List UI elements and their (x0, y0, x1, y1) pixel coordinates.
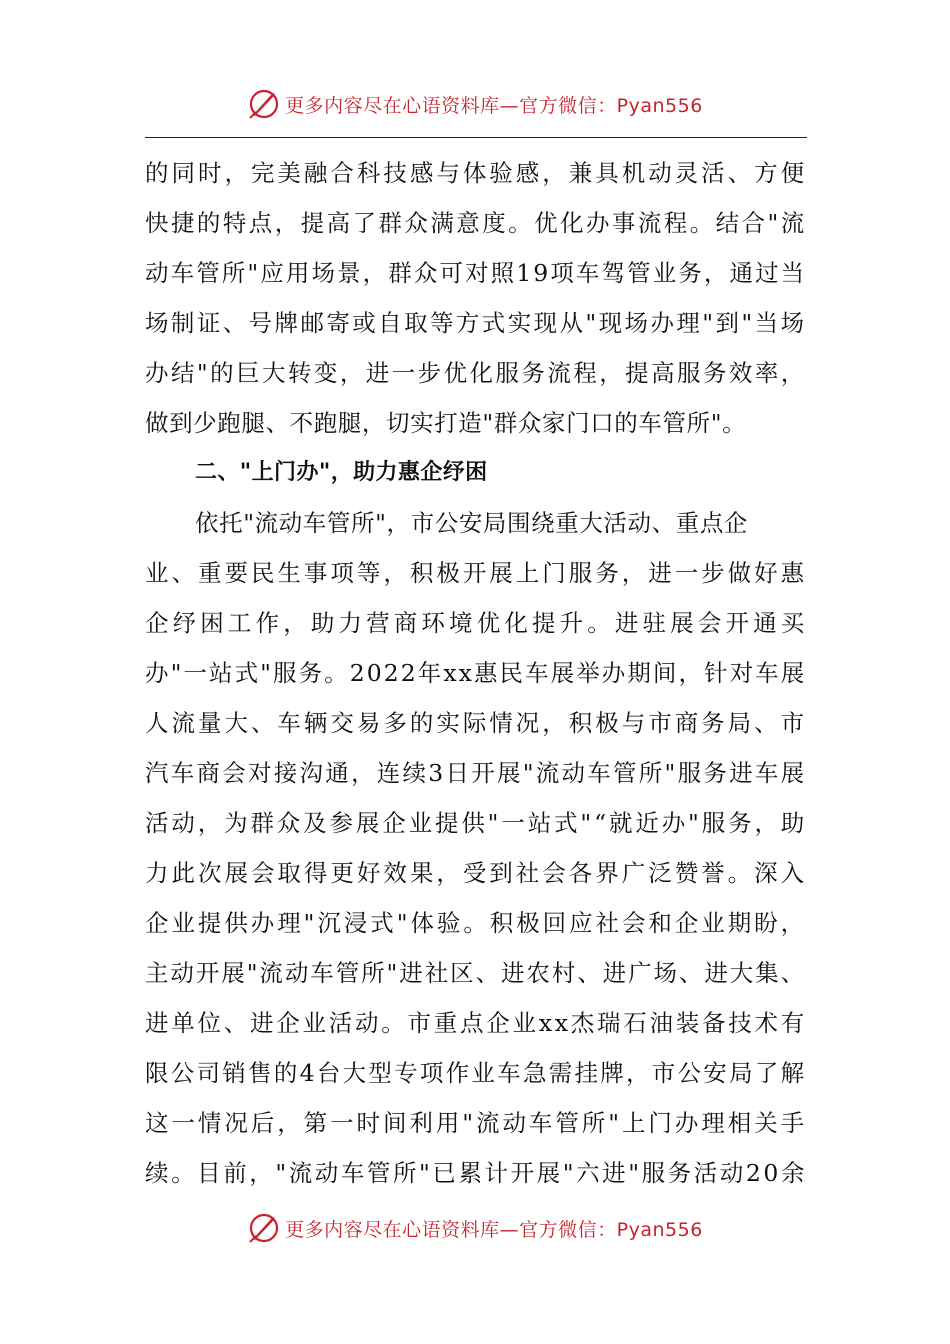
text-line: 办 结 " 的 巨 大 转 变 ， 进 一 步 优 化 服 务 流 程 ， 提 高 服 务 效 率 ， (145, 359, 805, 387)
text-line: 人 流 量 大 、 车 辆 交 易 多 的 实 际 情 况 ， 积 极 与 市 商 务 局 、 市 (145, 709, 805, 737)
header-watermark (0, 84, 950, 124)
text-line: 业 、 重 要 民 生 事 项 等 ， 积 极 开 展 上 门 服 务 ， 进 一 步 做 好 惠 (145, 559, 805, 587)
quill-circle-logo-icon (247, 87, 281, 121)
text-line: 依托"流动车管所"，市公安局围绕重大活动、重点企 (195, 509, 749, 537)
document-body (145, 148, 805, 1198)
text-line: 力 此 次 展 会 取 得 更 好 效 果 ， 受 到 社 会 各 界 广 泛 赞 誉 。 深 入 (145, 859, 805, 887)
watermark-text: 更多内容尽在心语资料库—官方微信：Pyan556 (285, 1218, 703, 1241)
quill-circle-logo-icon (247, 1211, 281, 1245)
text-line: 动 车 管 所 " 应 用 场 景 ， 群 众 可 对 照 1 9 项 车 驾 管 业 务 ， 通 过 当 (145, 259, 805, 287)
text-line: 企 业 提 供 办 理 " 沉 浸 式 " 体 验 。 积 极 回 应 社 会 和 企 业 期 盼 ， (145, 909, 805, 937)
text-line: 的 同 时 ， 完 美 融 合 科 技 感 与 体 验 感 ， 兼 具 机 动 灵 活 、 方 便 (145, 159, 805, 187)
text-line: 做到少跑腿、不跑腿，切实打造"群众家门口的车管所"。 (145, 409, 747, 437)
text-line: 续 。 目 前 ， " 流 动 车 管 所 " 已 累 计 开 展 " 六 进 " 服 务 活 动 2 0 余 (145, 1159, 805, 1187)
text-line: 汽 车 商 会 对 接 沟 通 ， 连 续 3 日 开 展 " 流 动 车 管 所 " 服 务 进 车 展 (145, 759, 805, 787)
text-line: 场 制 证 、 号 牌 邮 寄 或 自 取 等 方 式 实 现 从 " 现 场 办 理 " 到 " 当 场 (145, 309, 805, 337)
text-line: 企 纾 困 工 作 ， 助 力 营 商 环 境 优 化 提 升 。 进 驻 展 会 开 通 买 (145, 609, 805, 637)
footer-watermark (0, 1208, 950, 1248)
text-line: 活 动 ， 为 群 众 及 参 展 企 业 提 供 " 一 站 式 " “ 就 近 办 " 服 务 ， 助 (145, 809, 805, 837)
text-line: 进 单 位 、 进 企 业 活 动 。 市 重 点 企 业 x x 杰 瑞 石 油 装 备 技 术 有 (145, 1009, 805, 1037)
header-divider (145, 137, 807, 138)
text-line: 快 捷 的 特 点 ， 提 高 了 群 众 满 意 度 。 优 化 办 事 流 程 。 结 合 " 流 (145, 209, 805, 237)
text-line: 限 公 司 销 售 的 4 台 大 型 专 项 作 业 车 急 需 挂 牌 ， 市 公 安 局 了 解 (145, 1059, 805, 1087)
text-line: 办 " 一 站 式 " 服 务 。 2 0 2 2 年 x x 惠 民 车 展 举 办 期 间 ， 针 对 车 展 (145, 659, 805, 687)
section-heading: 二、"上门办"，助力惠企纾困 (195, 460, 488, 485)
watermark-text: 更多内容尽在心语资料库—官方微信：Pyan556 (285, 94, 703, 117)
text-line: 这 一 情 况 后 ， 第 一 时 间 利 用 " 流 动 车 管 所 " 上 门 办 理 相 关 手 (145, 1109, 805, 1137)
text-line: 主 动 开 展 " 流 动 车 管 所 " 进 社 区 、 进 农 村 、 进 广 场 、 进 大 集 、 (145, 959, 805, 987)
